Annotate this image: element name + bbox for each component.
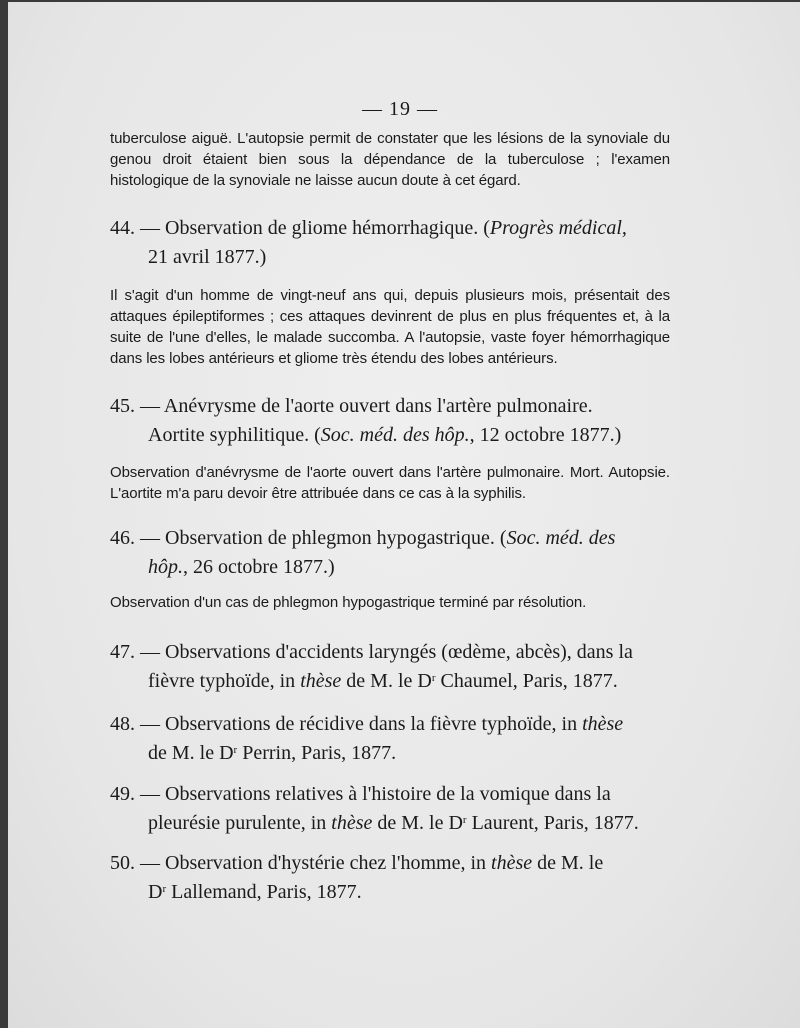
entry-number: 47.: [110, 641, 135, 663]
page-number: — 19 —: [362, 98, 438, 120]
entry-text: D: [148, 881, 163, 903]
entry-source: hôp.: [148, 556, 183, 578]
entry-47: [110, 638, 670, 696]
entry-45: [110, 392, 670, 450]
entry-49-line2: [110, 809, 670, 838]
entry-text: Aortite syphilitique. (: [148, 424, 321, 446]
entry-48-line1: [110, 710, 670, 739]
entry-44-line1: [110, 214, 670, 243]
entry-text: de M. le D: [148, 742, 234, 764]
entry-number: 48.: [110, 713, 135, 735]
entry-text: de M. le D: [372, 812, 463, 834]
entry-46-line1: [110, 524, 670, 553]
entry-50: [110, 849, 670, 907]
entry-source: Soc. méd. des hôp.: [320, 424, 470, 446]
entry-text: fièvre typhoïde, in: [148, 670, 301, 692]
entry-title: — Observations de récidive dans la fièvre typhoïde, in: [140, 713, 583, 735]
entry-48: [110, 710, 670, 768]
entry-these: thèse: [491, 852, 533, 874]
entry-number: 44.: [110, 217, 135, 239]
entry-45-summary: Observation d'anévrysme de l'aorte ouvert dans l'artère pulmonaire. Mort. Autopsie. L'aortite m'a paru devoir être attribuée dans ce cas à la syphilis.: [110, 464, 670, 502]
entry-text: pleurésie purulente, in: [148, 812, 332, 834]
entry-48-line2: [110, 739, 670, 768]
entry-title: — Observation d'hystérie chez l'homme, in: [140, 852, 492, 874]
entry-title: — Anévrysme de l'aorte ouvert dans l'artère pulmonaire.: [140, 395, 593, 417]
entry-text: Laurent, Paris, 1877.: [466, 812, 639, 834]
entry-source: Soc. méd. des: [506, 527, 616, 549]
entry-text: Chaumel, Paris, 1877.: [435, 670, 618, 692]
entry-47-line2: [110, 667, 670, 696]
entry-49-line1: [110, 780, 670, 809]
entry-44-summary: Il s'agit d'un homme de vingt-neuf ans qui, depuis plusieurs mois, présentait des attaques épileptiformes ; ces attaques devinrent de plus en plus fréquentes et, à la suite de l'une d'elles, le malade succomba. A l'autopsie, vaste foyer hémorrhagique dans les lobes antérieurs et gliome très étendu des lobes antérieurs.: [110, 287, 670, 367]
entry-46: [110, 524, 670, 582]
entry-text: , 12 octobre 1877.): [469, 424, 622, 446]
entry-sup: r: [162, 883, 167, 895]
entry-these: thèse: [582, 713, 624, 735]
entry-title: — Observations relatives à l'histoire de la vomique dans la: [140, 783, 611, 805]
entry-title: — Observation de phlegmon hypogastrique. (: [140, 527, 507, 549]
intro-paragraph: tuberculose aiguë. L'autopsie permit de constater que les lésions de la synoviale du genou droit étaient bien sous la dépendance de la tuberculose ; l'examen histologique de la synoviale ne laisse aucun doute à cet égard.: [110, 130, 670, 189]
entry-source: Progrès médical,: [489, 217, 627, 239]
entry-number: 45.: [110, 395, 135, 417]
entry-text: , 26 octobre 1877.): [183, 556, 335, 578]
entry-sup: r: [233, 744, 238, 756]
entry-title: — Observation de gliome hémorrhagique. (: [140, 217, 490, 239]
entry-49: [110, 780, 670, 838]
entry-44-line2: 21 avril 1877.): [148, 246, 267, 268]
entry-these: thèse: [331, 812, 373, 834]
entry-text: de M. le D: [341, 670, 432, 692]
entry-number: 50.: [110, 852, 135, 874]
entry-45-line1: [110, 392, 670, 421]
entry-text: Perrin, Paris, 1877.: [237, 742, 397, 764]
entry-sup: r: [462, 814, 467, 826]
entry-text: Lallemand, Paris, 1877.: [166, 881, 362, 903]
entry-46-line2: [110, 553, 670, 582]
entry-these: thèse: [300, 670, 342, 692]
entry-sup: r: [431, 672, 436, 684]
entry-number: 49.: [110, 783, 135, 805]
entry-number: 46.: [110, 527, 135, 549]
entry-50-line1: [110, 849, 670, 878]
entry-46-summary: Observation d'un cas de phlegmon hypogastrique terminé par résolution.: [110, 594, 587, 611]
entry-47-line1: [110, 638, 670, 667]
entry-45-line2: [110, 421, 670, 450]
entry-50-line2: [110, 878, 670, 907]
entry-text: de M. le: [532, 852, 604, 874]
entry-44: [110, 214, 670, 272]
entry-title: — Observations d'accidents laryngés (œdème, abcès), dans la: [140, 641, 633, 663]
